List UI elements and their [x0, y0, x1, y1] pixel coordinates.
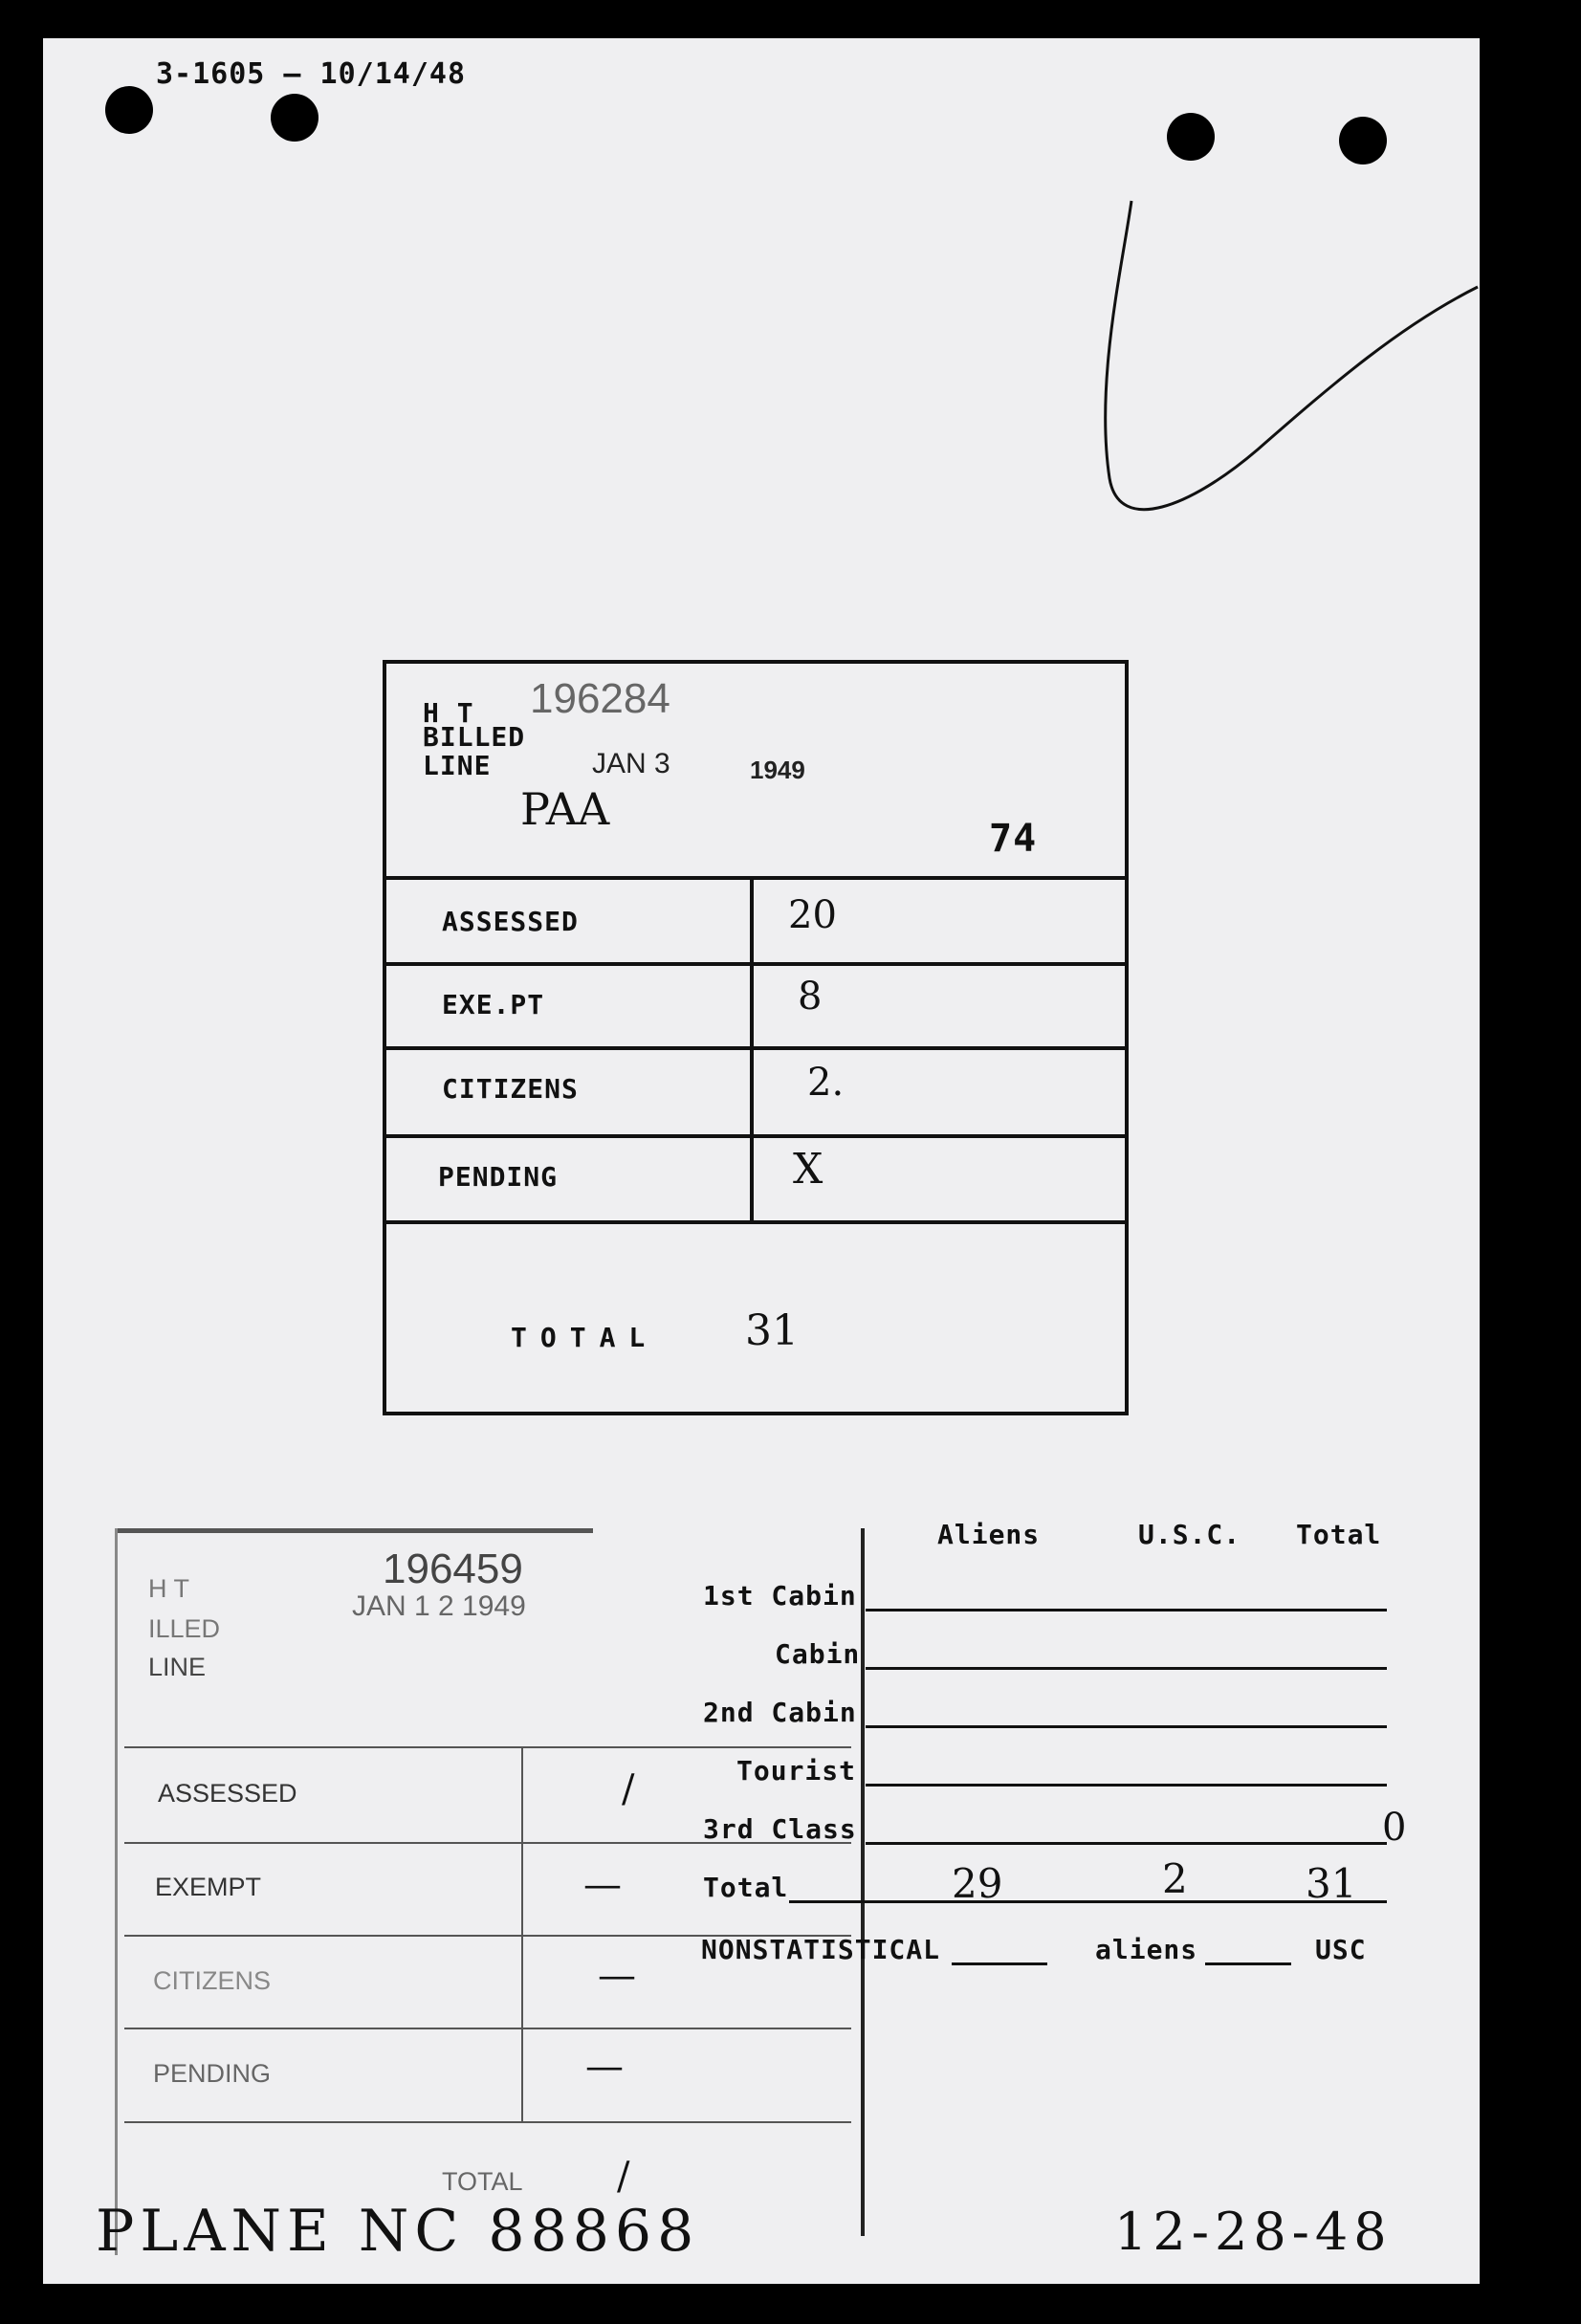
billed-label: BILLED — [423, 721, 526, 753]
ht2-label: H T — [148, 1574, 190, 1603]
row-pending-label: PENDING — [438, 1161, 559, 1193]
class-row-2nd-cabin: 2nd Cabin — [703, 1697, 857, 1728]
form-number: 3-1605 — 10/14/48 — [156, 57, 467, 91]
class-row-3rd-class: 3rd Class — [703, 1813, 857, 1845]
punch-hole-4 — [1339, 117, 1387, 164]
total-aliens-value: 29 — [952, 1860, 1003, 1907]
row-exempt-label: EXE.PT — [442, 989, 545, 1020]
row2-assessed-label: ASSESSED — [158, 1779, 297, 1808]
total-value: 31 — [745, 1306, 799, 1355]
total-total-value: 31 — [1306, 1860, 1357, 1907]
class-row-tourist: Tourist — [736, 1755, 857, 1787]
punch-hole-3 — [1167, 113, 1215, 161]
row-assessed-value: 20 — [788, 893, 837, 937]
total2-value: / — [617, 2155, 630, 2199]
row2-pending-label: PENDING — [153, 2059, 272, 2088]
row-exempt-value: 8 — [798, 975, 823, 1019]
nonstatistical-label: NONSTATISTICAL — [701, 1934, 941, 1965]
document-page — [43, 38, 1480, 2284]
nonstatistical-usc: USC — [1315, 1934, 1367, 1965]
punch-hole-2 — [271, 94, 318, 142]
nonstatistical-aliens: aliens — [1095, 1934, 1198, 1965]
row-citizens-value: 2. — [807, 1061, 845, 1105]
row2-assessed-value: / — [622, 1767, 635, 1811]
year-stamp: 1949 — [750, 756, 805, 784]
class-row-1st-cabin: 1st Cabin — [703, 1580, 857, 1611]
col-aliens: Aliens — [937, 1519, 1041, 1550]
row2-exempt-value: — — [583, 1863, 622, 1907]
class-row-total: Total — [703, 1872, 789, 1903]
punch-hole-1 — [105, 86, 153, 134]
date-stamp: JAN 3 — [592, 748, 670, 779]
total-usc-value: 2 — [1162, 1855, 1188, 1902]
count-number: 74 — [989, 817, 1038, 861]
record-stamp-box — [383, 660, 1129, 1415]
row-assessed-label: ASSESSED — [442, 906, 579, 937]
class-row-cabin: Cabin — [775, 1638, 861, 1670]
row2-exempt-label: EXEMPT — [155, 1873, 262, 1901]
row2-pending-value: — — [585, 2045, 624, 2089]
third-class-mark: 0 — [1382, 1806, 1407, 1850]
plane-note: PLANE NC 88868 — [96, 2198, 700, 2265]
ht-number: 196284 — [530, 675, 670, 722]
row2-citizens-label: CITIZENS — [153, 1966, 272, 1995]
row-pending-value: X — [793, 1145, 823, 1194]
total-label: TOTAL — [511, 1322, 659, 1353]
date2-stamp: JAN 1 2 1949 — [352, 1590, 526, 1622]
check-mark-icon — [1028, 191, 1487, 593]
row2-citizens-value: — — [598, 1954, 636, 1998]
line2-label: LINE — [148, 1653, 207, 1681]
col-usc: U.S.C. — [1138, 1519, 1241, 1550]
total2-label: TOTAL — [442, 2167, 523, 2196]
line-label: LINE — [423, 750, 492, 781]
ht-label: H T — [423, 697, 474, 729]
ht2-number: 196459 — [383, 1546, 523, 1592]
line-value: PAA — [520, 783, 610, 835]
row-citizens-label: CITIZENS — [442, 1073, 579, 1105]
col-total: Total — [1296, 1519, 1382, 1550]
billed2-label: ILLED — [148, 1614, 221, 1643]
handwritten-date: 12-28-48 — [1114, 2202, 1393, 2262]
